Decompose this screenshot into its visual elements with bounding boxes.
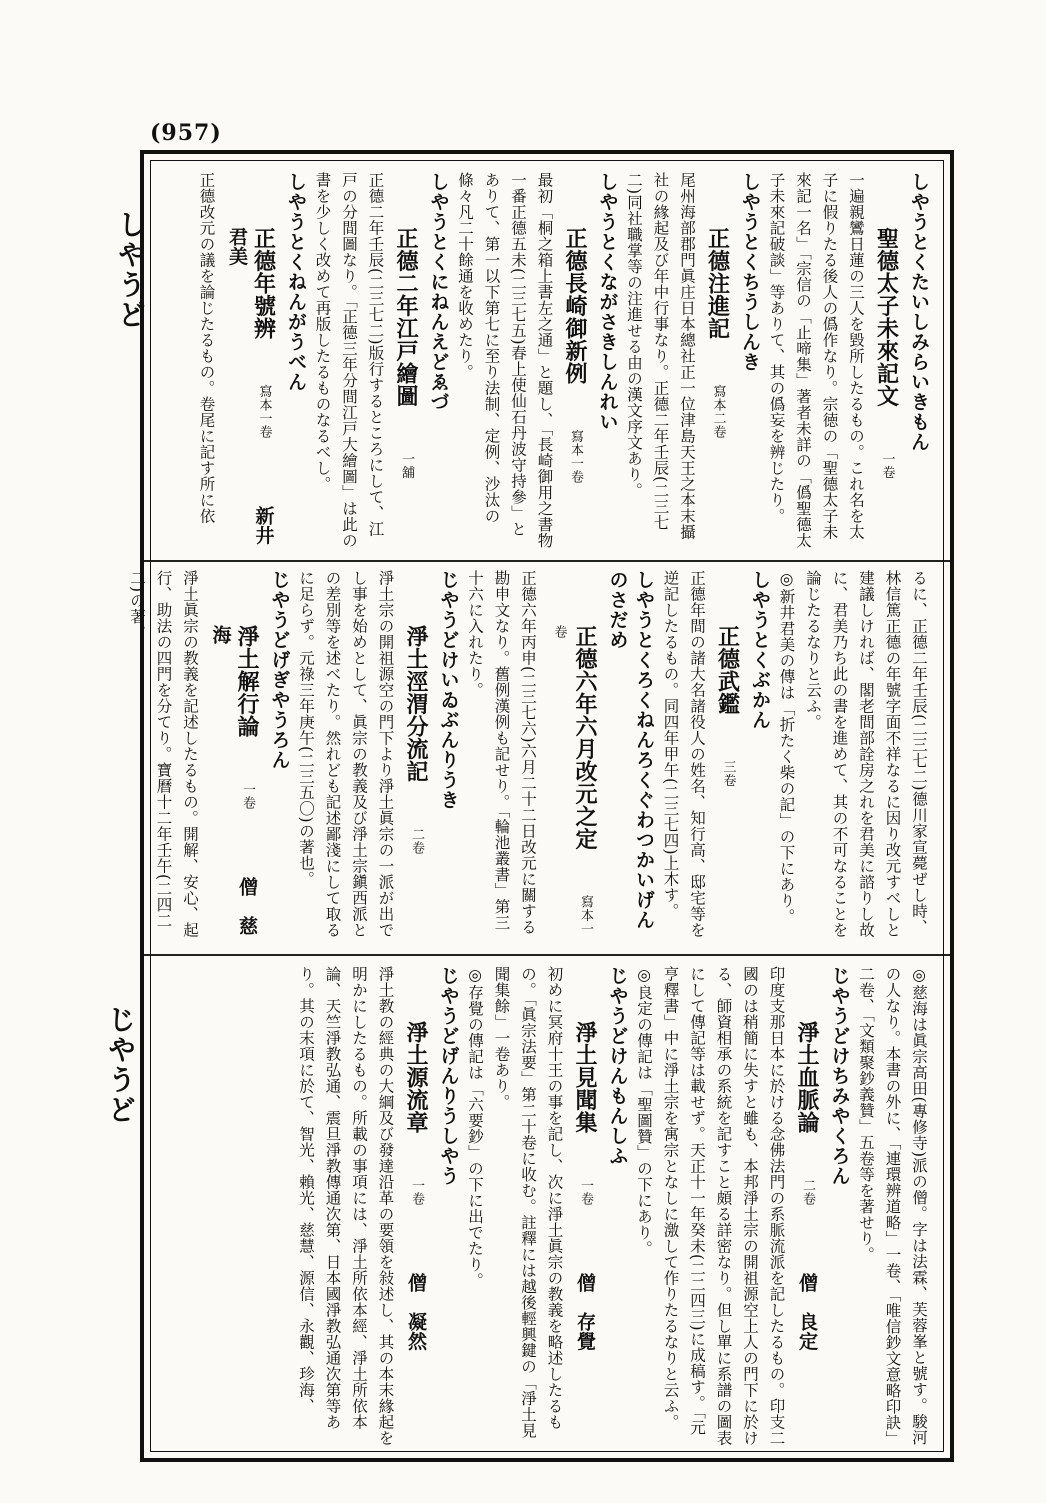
entry-title: 正德注進記 xyxy=(704,227,731,340)
entry-reading: じやうどげんりうしやう xyxy=(437,966,460,1186)
entry-body: るに、正德二年壬辰(二三七二)德川家宣薨ぜし時、林信篤正德の年號字面不祥なるに因り改元すべしと建議しければ、閣老間部詮房之れを君美に諮りし故に、君美乃ち此の書を進めて、其の不可なることを論じたるなりと云ふ。 ◎新井君美の傳は「折たく柴の記」の下にあり。 xyxy=(777,570,928,938)
entry-title: 淨土解行論 xyxy=(234,625,260,738)
entry-volumes: 二卷 xyxy=(409,827,424,855)
entry-title-line xyxy=(704,172,731,552)
entry-author: 僧 慈海 xyxy=(209,625,258,936)
entry-body: 正德二年壬辰(二三七二)版行するところにして、江戸の分間圖なり。「正德三年分間江戸大繪圖」は此の書を少しく改めて再版したるものなるべし。 xyxy=(313,172,385,549)
page-number: (957) xyxy=(150,120,222,146)
entry-reading: しやうとくちうしんき xyxy=(739,172,761,372)
entry-reading: じやうどげぎやうろん xyxy=(268,570,291,770)
entry-volumes: 寫本二卷 xyxy=(710,384,726,439)
entry-volumes: 二卷 xyxy=(800,1178,815,1206)
entry-body: 淨土眞宗の教義を記述したるもの。開解、安心、起行、助法の四門を分てり。寶曆十二年壬午(二四二二)の著。 xyxy=(128,570,199,938)
section-divider xyxy=(144,954,950,956)
entry-volumes: 寫本一卷 xyxy=(256,384,272,439)
entry-title: 淨土源流章 xyxy=(403,1021,429,1134)
entry-reading: じやうどけんもんしふ xyxy=(606,966,629,1166)
entry-title-line xyxy=(873,172,900,552)
entry-body: 尾州海部郡門眞庄日本總社正一位津島天王之本末攝社の緣起及び年中行事なり。正德二年壬辰(二三七二)同社職掌等の注進せる由の漢文序文あり。 xyxy=(625,172,696,540)
entry-body: 淨土教の經典の大綱及び發達沿革の要領を敍述し、其の本末緣起を明かにしたるもの。所載の事項には、淨土所依本經、淨土所依本論、天竺淨教弘通、震旦淨教傳通次第、日本國淨教弘通次第等あり。其の末項に於て、智光、賴光、慈慧、源信、永觀、珍海、 xyxy=(297,966,395,1446)
entry-title: 淨土見聞集 xyxy=(572,1021,598,1134)
section-top xyxy=(162,172,932,565)
entry-title: 正德長崎御新例 xyxy=(562,227,588,385)
entry-reading: しやうとくねんがうべん xyxy=(285,172,307,392)
entry-title: 正德二年江戸繪圖 xyxy=(393,227,419,407)
entry-volumes: 寫本一卷 xyxy=(568,429,583,484)
entry-title-line xyxy=(714,570,741,946)
entry-title-line xyxy=(224,172,277,565)
entry-reading: しやうとくぶかん xyxy=(749,570,771,730)
entry-reading: しやうとくろくねんろくぐわつかいげんのさだめ xyxy=(606,570,655,930)
entry-title-line xyxy=(393,172,420,552)
entry-volumes: 一卷 xyxy=(578,1178,593,1206)
entry-body: 正德改元の議を論じたるもの。卷尾に記す所に依 xyxy=(197,172,216,524)
entry-title-line xyxy=(794,966,821,1448)
entry-title-line xyxy=(403,966,430,1448)
entry-body: 正德六年丙申(二三七六)六月二十二日改元に關する勘申文なり。舊例漢例も記せり。「輪池叢書」第三十六に入れたり。 xyxy=(466,570,537,936)
entry-title: 正德武鑑 xyxy=(714,625,741,715)
entry-author: 新井 君美 xyxy=(226,227,275,565)
entry-reading: しやうとくにねんえどゑづ xyxy=(427,172,450,412)
entry-reading: しやうとくながさきしんれい xyxy=(596,172,619,432)
entry-author: 僧 良定 xyxy=(796,1273,818,1351)
entry-reading: じやうどけちみやくろん xyxy=(828,966,851,1186)
entry-reading: じやうどけいゐぶんりうき xyxy=(437,570,460,810)
entry-reading: しやうとくたいしみらいきもん xyxy=(908,172,930,452)
entry-body: 印度支那日本に於ける念佛法門の系脈流派を記したるもの。印支二國のは稍簡に失すと雖も、本邦淨土宗の開祖源空上人の門下に於ける、師資相承の系統を記すこと頗る詳密なり。但し單に系譜の圖表にして傳記等は載せず。天正十一年癸未(二二四三)に成稿す。「元亨釋書」中に淨土宗を寓宗となしに激して作りたるなりと云ふ。 ◎良定の傳記は「聖圖贊」の下にあり。 xyxy=(635,966,786,1446)
entry-body: 最初「桐之箱上書左之通」と題し、「長崎御用之書物一番正德五未(二三七五)春上使仙石丹波守持參」とありて、第一以下第七に至り法制、定例、沙汰の條々凡二十餘通を收めたり。 xyxy=(456,172,554,549)
section-divider xyxy=(144,560,950,562)
entry-volumes: 三卷 xyxy=(720,760,736,787)
entry-body: 初めに冥府十王の事を記し、次に淨土眞宗の教義を略述したるもの。「眞宗法要」第二十卷に收む。註釋には越後輕興鍵の「淨土見聞集餘」一卷あり。 ◎存覺の傳記は「六要鈔」の下に出でたり。 xyxy=(466,966,564,1439)
section-middle xyxy=(128,570,932,946)
entry-title-line xyxy=(545,570,598,946)
entry-title-line xyxy=(207,570,260,946)
entry-author: 僧 凝然 xyxy=(405,1273,427,1351)
entry-title: 聖德太子未來記文 xyxy=(873,227,900,407)
entry-volumes: 一卷 xyxy=(879,452,895,479)
entry-title-line xyxy=(403,570,430,946)
entry-title: 淨土血脈論 xyxy=(794,1021,820,1134)
side-label-bottom: じやうど xyxy=(104,1005,137,1125)
entry-volumes: 一卷 xyxy=(240,782,255,810)
entry-body: 一遍親鸞日蓮の三人を毀所したるもの。これ名を太子に假りたる後人の僞作なり。宗徳の「聖德太子未來記一名」「宗信の「止啼集」著者未詳の「僞聖德太子未來記破談」等ありて、其の僞妄を辨じたり。 xyxy=(767,172,865,549)
entry-title: 淨土涇渭分流記 xyxy=(403,625,429,783)
entry-volumes: 一卷 xyxy=(409,1178,424,1206)
entry-volumes: 一舖 xyxy=(399,452,414,479)
entry-volumes: 寫本一卷 xyxy=(551,625,593,936)
entry-body: 淨土宗の開祖源空の門下より淨土眞宗の一派が出でし事を始めとして、眞宗の教義及び淨土宗鎭西派との差別等を述べたり。然れども記述鄙淺にして取るに足らず。元祿三年庚午(二三五〇)の著也。 xyxy=(297,570,395,938)
entry-body: ◎慈海は眞宗高田(專修寺)派の僧。字は法霖、芙蓉峯と號す。駿河の人なり。本書の外に、「連環辨道略」一卷、「唯信鈔文意略印訣」二卷、「文類聚鈔義贊」五卷等を著せり。 xyxy=(857,966,928,1447)
side-label-top: しやうど xyxy=(114,210,147,330)
entry-title: 正德六年六月改元之定 xyxy=(572,625,598,850)
entry-body: 正德年間の諸大名諸役人の姓名、知行高、邸宅等を逆記したるもの。同四年甲午(二三七四)上木す。 xyxy=(661,570,706,938)
entry-author: 僧 存覺 xyxy=(574,1273,596,1351)
entry-title-line xyxy=(572,966,599,1448)
entry-title-line xyxy=(562,172,589,552)
entry-title: 正德年號辨 xyxy=(250,227,277,340)
section-bottom xyxy=(162,966,932,1448)
